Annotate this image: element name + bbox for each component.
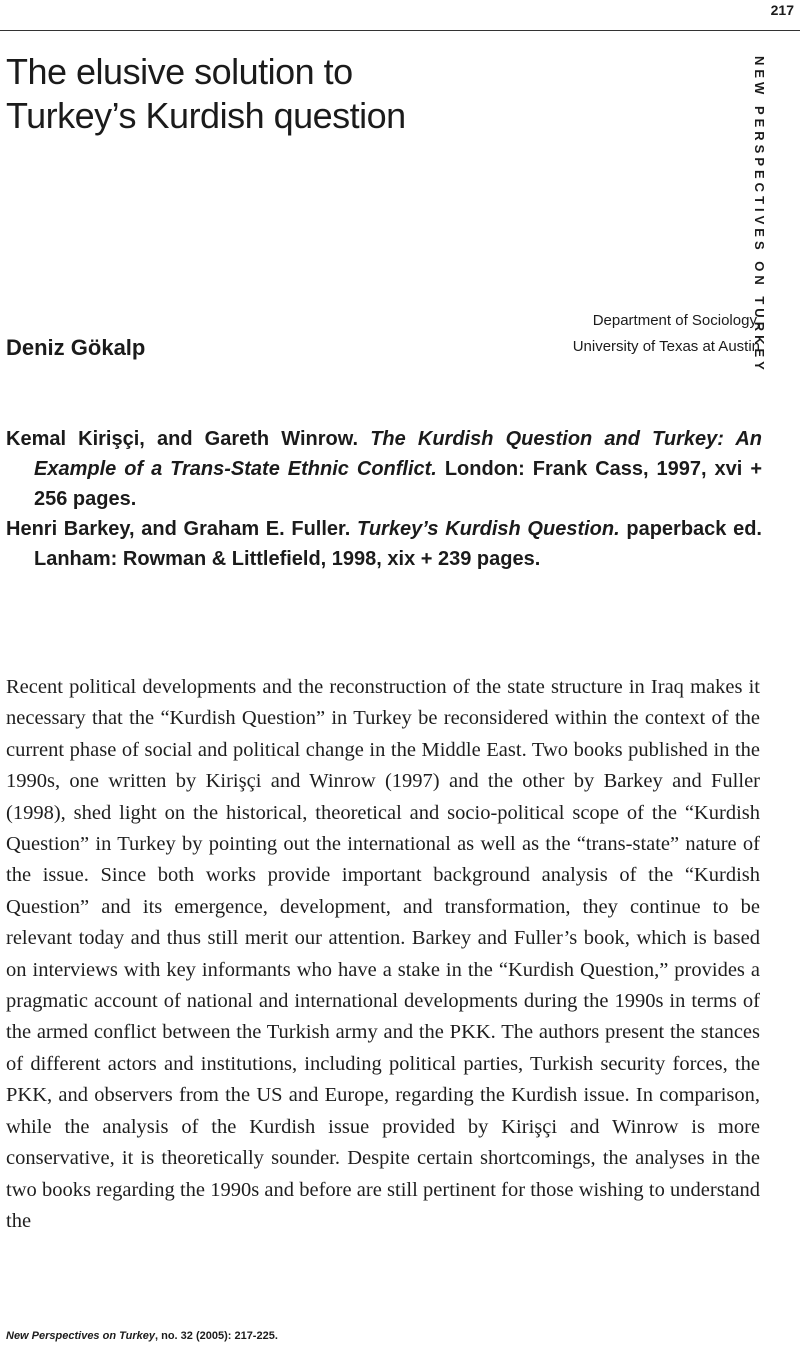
reviewed-books [6, 424, 762, 574]
header-rule [0, 30, 800, 31]
article-title [6, 50, 406, 138]
book-reference [6, 424, 762, 514]
reference-title: Turkey’s Kurdish Question. [356, 518, 620, 540]
body-paragraph: Recent political developments and the reconstruction of the state structure in Iraq makes it necessary that the “Kurdish Question” in Turkey be reconsidered within the context of the current phase of social and political change in the Middle East. Two books published in the 1990s, one written by Kirişçi and Winrow (1997) and the other by Barkey and Fuller (1998), shed light on the historical, theoretical and socio-political scope of the “Kurdish Question” in Turkey by pointing out the international as well as the “trans-state” nature of the issue. Since both works provide important background analysis of the “Kurdish Question” and its emergence, development, and transformation, they continue to be relevant today and thus still merit our attention. Barkey and Fuller’s book, which is based on interviews with key informants who have a stake in the “Kurdish Question,” provides a pragmatic account of national and international developments during the 1990s in terms of the armed conflict between the Turkish army and the PKK. The authors present the stances of different actors and institutions, including political parties, Turkish security forces, the PKK, and observers from the US and Europe, regarding the Kurdish issue. In comparison, while the analysis of the Kurdish issue provided by Kirişçi and Winrow is more conservative, it is theoretically sounder. Despite certain shortcomings, the analyses in the two books regarding the 1990s and before are still pertinent for those wishing to understand the [6, 676, 760, 1232]
reference-authors: Henri Barkey, and Graham E. Fuller. [6, 518, 351, 540]
author-name: Deniz Gökalp [6, 335, 146, 360]
reference-publication: London: Frank Cass, 1997, xvi + 256 pages. [34, 458, 762, 510]
footer-citation [6, 1330, 278, 1342]
book-reference [6, 514, 762, 574]
author-affiliation [573, 308, 760, 360]
footer-issue: , no. 32 (2005): 217-225. [154, 1330, 278, 1342]
running-head: NEW PERSPECTIVES ON TURKEY [752, 56, 767, 374]
title-line-2: Turkey’s Kurdish question [6, 95, 406, 136]
affiliation-department: Department of Sociology, [592, 312, 760, 329]
affiliation-university: University of Texas at Austin [572, 338, 760, 355]
footer-journal: New Perspectives on Turkey [6, 1330, 155, 1342]
reference-publication: paperback ed. Lanham: Rowman & Littlefield, 1998, xix + 239 pages. [34, 518, 762, 570]
reference-authors: Kemal Kirişçi, and Gareth Winrow. [6, 428, 359, 450]
title-line-1: The elusive solution to [6, 51, 353, 92]
reference-title: The Kurdish Question and Turkey: An Example of a Trans-State Ethnic Conflict. [34, 428, 762, 480]
page-number: 217 [770, 2, 794, 18]
